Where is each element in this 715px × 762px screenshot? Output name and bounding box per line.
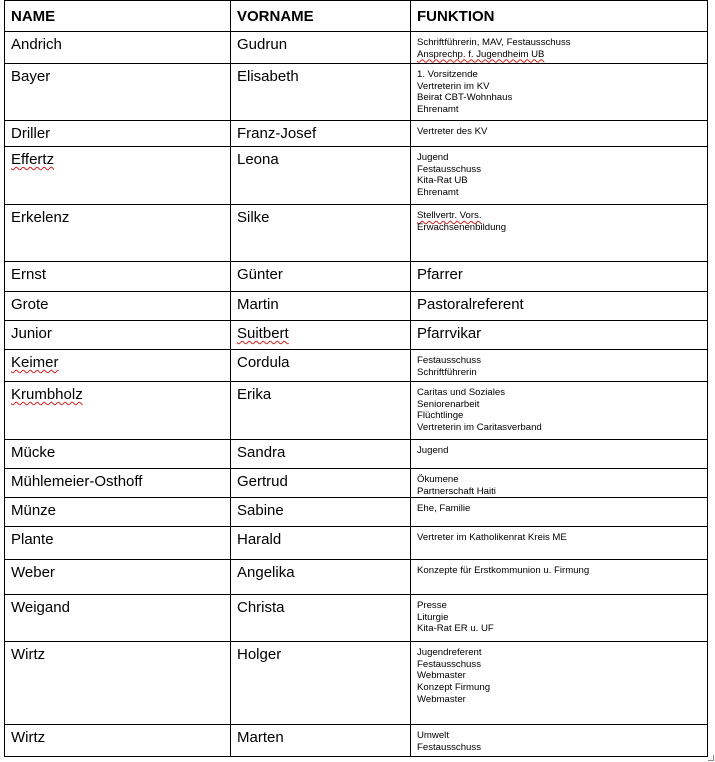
cell-name: Weigand (5, 595, 231, 642)
cell-name: Bayer (5, 64, 231, 121)
funktion-line (417, 49, 707, 61)
funktion-line: Festausschuss (417, 658, 481, 670)
funktion-line: Ehrenamt (417, 186, 459, 198)
cell-name: Erkelenz (5, 205, 231, 262)
cell-vorname-text: Marten (237, 729, 284, 747)
cell-name: Junior (5, 321, 231, 350)
cell-vorname-text: Silke (237, 209, 270, 226)
cell-name: Mücke (5, 440, 231, 469)
cell-funktion (411, 382, 708, 440)
cell-funktion (411, 725, 708, 757)
table-row (5, 205, 708, 262)
cell-name: Grote (5, 292, 231, 321)
member-table (4, 0, 708, 757)
cell-vorname-text: Cordula (237, 354, 290, 371)
funktion-line: Ehe, Familie (417, 503, 471, 515)
funktion-line: Festausschuss (417, 163, 481, 175)
table-row (5, 32, 708, 64)
table-row (5, 440, 708, 469)
cell-funktion (411, 527, 708, 560)
table-row (5, 292, 708, 321)
cell-vorname (231, 292, 411, 321)
cell-name: Driller (5, 121, 231, 147)
cell-name: Wirtz (5, 725, 231, 757)
funktion-line: 1. Vorsitzende (417, 69, 478, 80)
funktion-line: Pastoralreferent (417, 296, 524, 313)
cell-vorname-text: Harald (237, 531, 282, 549)
cell-funktion (411, 292, 708, 321)
cell-funktion (411, 147, 708, 205)
funktion-line: Konzepte für Erstkommunion u. Firmung (417, 565, 590, 577)
header-funktion: FUNKTION (411, 1, 708, 32)
table-row (5, 382, 708, 440)
cell-name: Andrich (5, 32, 231, 64)
table-row (5, 642, 708, 725)
cell-funktion (411, 642, 708, 725)
cell-funktion (411, 205, 708, 262)
funktion-line: Caritas und Soziales (417, 387, 505, 398)
funktion-line: Pfarrer (417, 266, 463, 283)
cell-vorname-text: Elisabeth (237, 68, 299, 85)
cell-vorname (231, 64, 411, 121)
funktion-line: Beirat CBT-Wohnhaus (417, 92, 513, 104)
cell-vorname-text: Gudrun (237, 36, 288, 53)
cell-vorname (231, 642, 411, 725)
funktion-line: Pfarrvikar (417, 325, 482, 342)
table-row (5, 350, 708, 382)
cell-name: Effertz (5, 147, 231, 205)
cell-vorname-text: Holger (237, 646, 282, 664)
cell-vorname-text: Angelika (237, 564, 295, 582)
table-row (5, 560, 708, 595)
table-row (5, 64, 708, 121)
cell-vorname (231, 321, 411, 350)
page-corner-mark (708, 755, 714, 761)
cell-vorname (231, 382, 411, 440)
member-table-sheet (4, 0, 708, 757)
cell-name: Weber (5, 560, 231, 595)
cell-funktion (411, 498, 708, 527)
cell-vorname (231, 440, 411, 469)
funktion-line: Schriftführerin (417, 366, 477, 378)
funktion-line: Schriftführerin, MAV, Festausschuss (417, 37, 571, 48)
table-row (5, 147, 708, 205)
cell-vorname (231, 725, 411, 757)
cell-vorname (231, 527, 411, 560)
cell-vorname (231, 32, 411, 64)
cell-funktion (411, 121, 708, 147)
cell-vorname (231, 560, 411, 595)
cell-vorname-text: Christa (237, 599, 285, 617)
cell-funktion (411, 321, 708, 350)
funktion-line: Ökumene (417, 474, 459, 485)
header-vorname: VORNAME (231, 1, 411, 32)
funktion-line (417, 210, 707, 222)
cell-funktion (411, 32, 708, 64)
cell-vorname-text: Suitbert (237, 325, 289, 342)
cell-funktion (411, 469, 708, 498)
cell-name: Ernst (5, 262, 231, 292)
funktion-line: Webmaster (417, 693, 466, 705)
cell-name: Mühlemeier-Osthoff (5, 469, 231, 498)
table-row (5, 725, 708, 757)
funktion-line: Festausschuss (417, 741, 481, 753)
cell-vorname (231, 121, 411, 147)
funktion-line: Webmaster (417, 670, 466, 682)
cell-funktion (411, 440, 708, 469)
cell-vorname-text: Martin (237, 296, 279, 313)
table-row (5, 262, 708, 292)
funktion-line: Vertreterin im Caritasverband (417, 421, 542, 433)
funktion-line: Vertreter des KV (417, 126, 488, 137)
funktion-line: Liturgie (417, 611, 449, 623)
table-row (5, 527, 708, 560)
cell-name: Krumbholz (5, 382, 231, 440)
cell-vorname-text: Franz-Josef (237, 125, 317, 142)
funktion-line: Erwachsenenbildung (417, 221, 507, 233)
cell-vorname-text: Leona (237, 151, 279, 168)
funktion-line: Festausschuss (417, 355, 481, 366)
cell-funktion (411, 595, 708, 642)
funktion-line: Kita-Rat ER u. UF (417, 623, 494, 635)
funktion-line: Jugend (417, 152, 449, 163)
funktion-line: Kita-Rat UB (417, 175, 468, 187)
cell-vorname (231, 262, 411, 292)
funktion-line: Seniorenarbeit (417, 398, 480, 410)
cell-vorname-text: Erika (237, 386, 272, 403)
funktion-line-text: Stellvertr. Vors. (417, 210, 482, 221)
funktion-line: Flüchtlinge (417, 410, 464, 422)
cell-name: Plante (5, 527, 231, 560)
cell-funktion (411, 64, 708, 121)
cell-vorname (231, 350, 411, 382)
cell-funktion (411, 262, 708, 292)
funktion-line: Umwelt (417, 730, 449, 742)
funktion-line: Jugend (417, 445, 449, 456)
header-name: NAME (5, 1, 231, 32)
table-row (5, 321, 708, 350)
cell-vorname-text: Sabine (237, 502, 284, 520)
funktion-line: Konzept Firmung (417, 681, 491, 693)
table-header-row (5, 1, 708, 32)
cell-vorname-text: Günter (237, 266, 283, 283)
cell-name: Münze (5, 498, 231, 527)
funktion-line-text: Ansprechp. f. Jugendheim UB (417, 48, 545, 60)
cell-vorname (231, 595, 411, 642)
funktion-line: Partnerschaft Haiti (417, 485, 496, 497)
cell-name: Wirtz (5, 642, 231, 725)
cell-vorname (231, 498, 411, 527)
cell-vorname (231, 205, 411, 262)
table-row (5, 595, 708, 642)
cell-vorname (231, 469, 411, 498)
cell-vorname-text: Gertrud (237, 473, 288, 490)
table-row (5, 498, 708, 527)
table-row (5, 121, 708, 147)
table-row (5, 469, 708, 498)
cell-vorname-text: Sandra (237, 444, 286, 461)
funktion-line: Vertreter im Katholikenrat Kreis ME (417, 532, 567, 544)
funktion-line: Presse (417, 600, 447, 612)
cell-funktion (411, 350, 708, 382)
cell-name: Keimer (5, 350, 231, 382)
funktion-line: Ehrenamt (417, 103, 459, 115)
funktion-line: Jugendreferent (417, 647, 482, 659)
cell-vorname (231, 147, 411, 205)
cell-funktion (411, 560, 708, 595)
funktion-line: Vertreterin im KV (417, 80, 490, 92)
